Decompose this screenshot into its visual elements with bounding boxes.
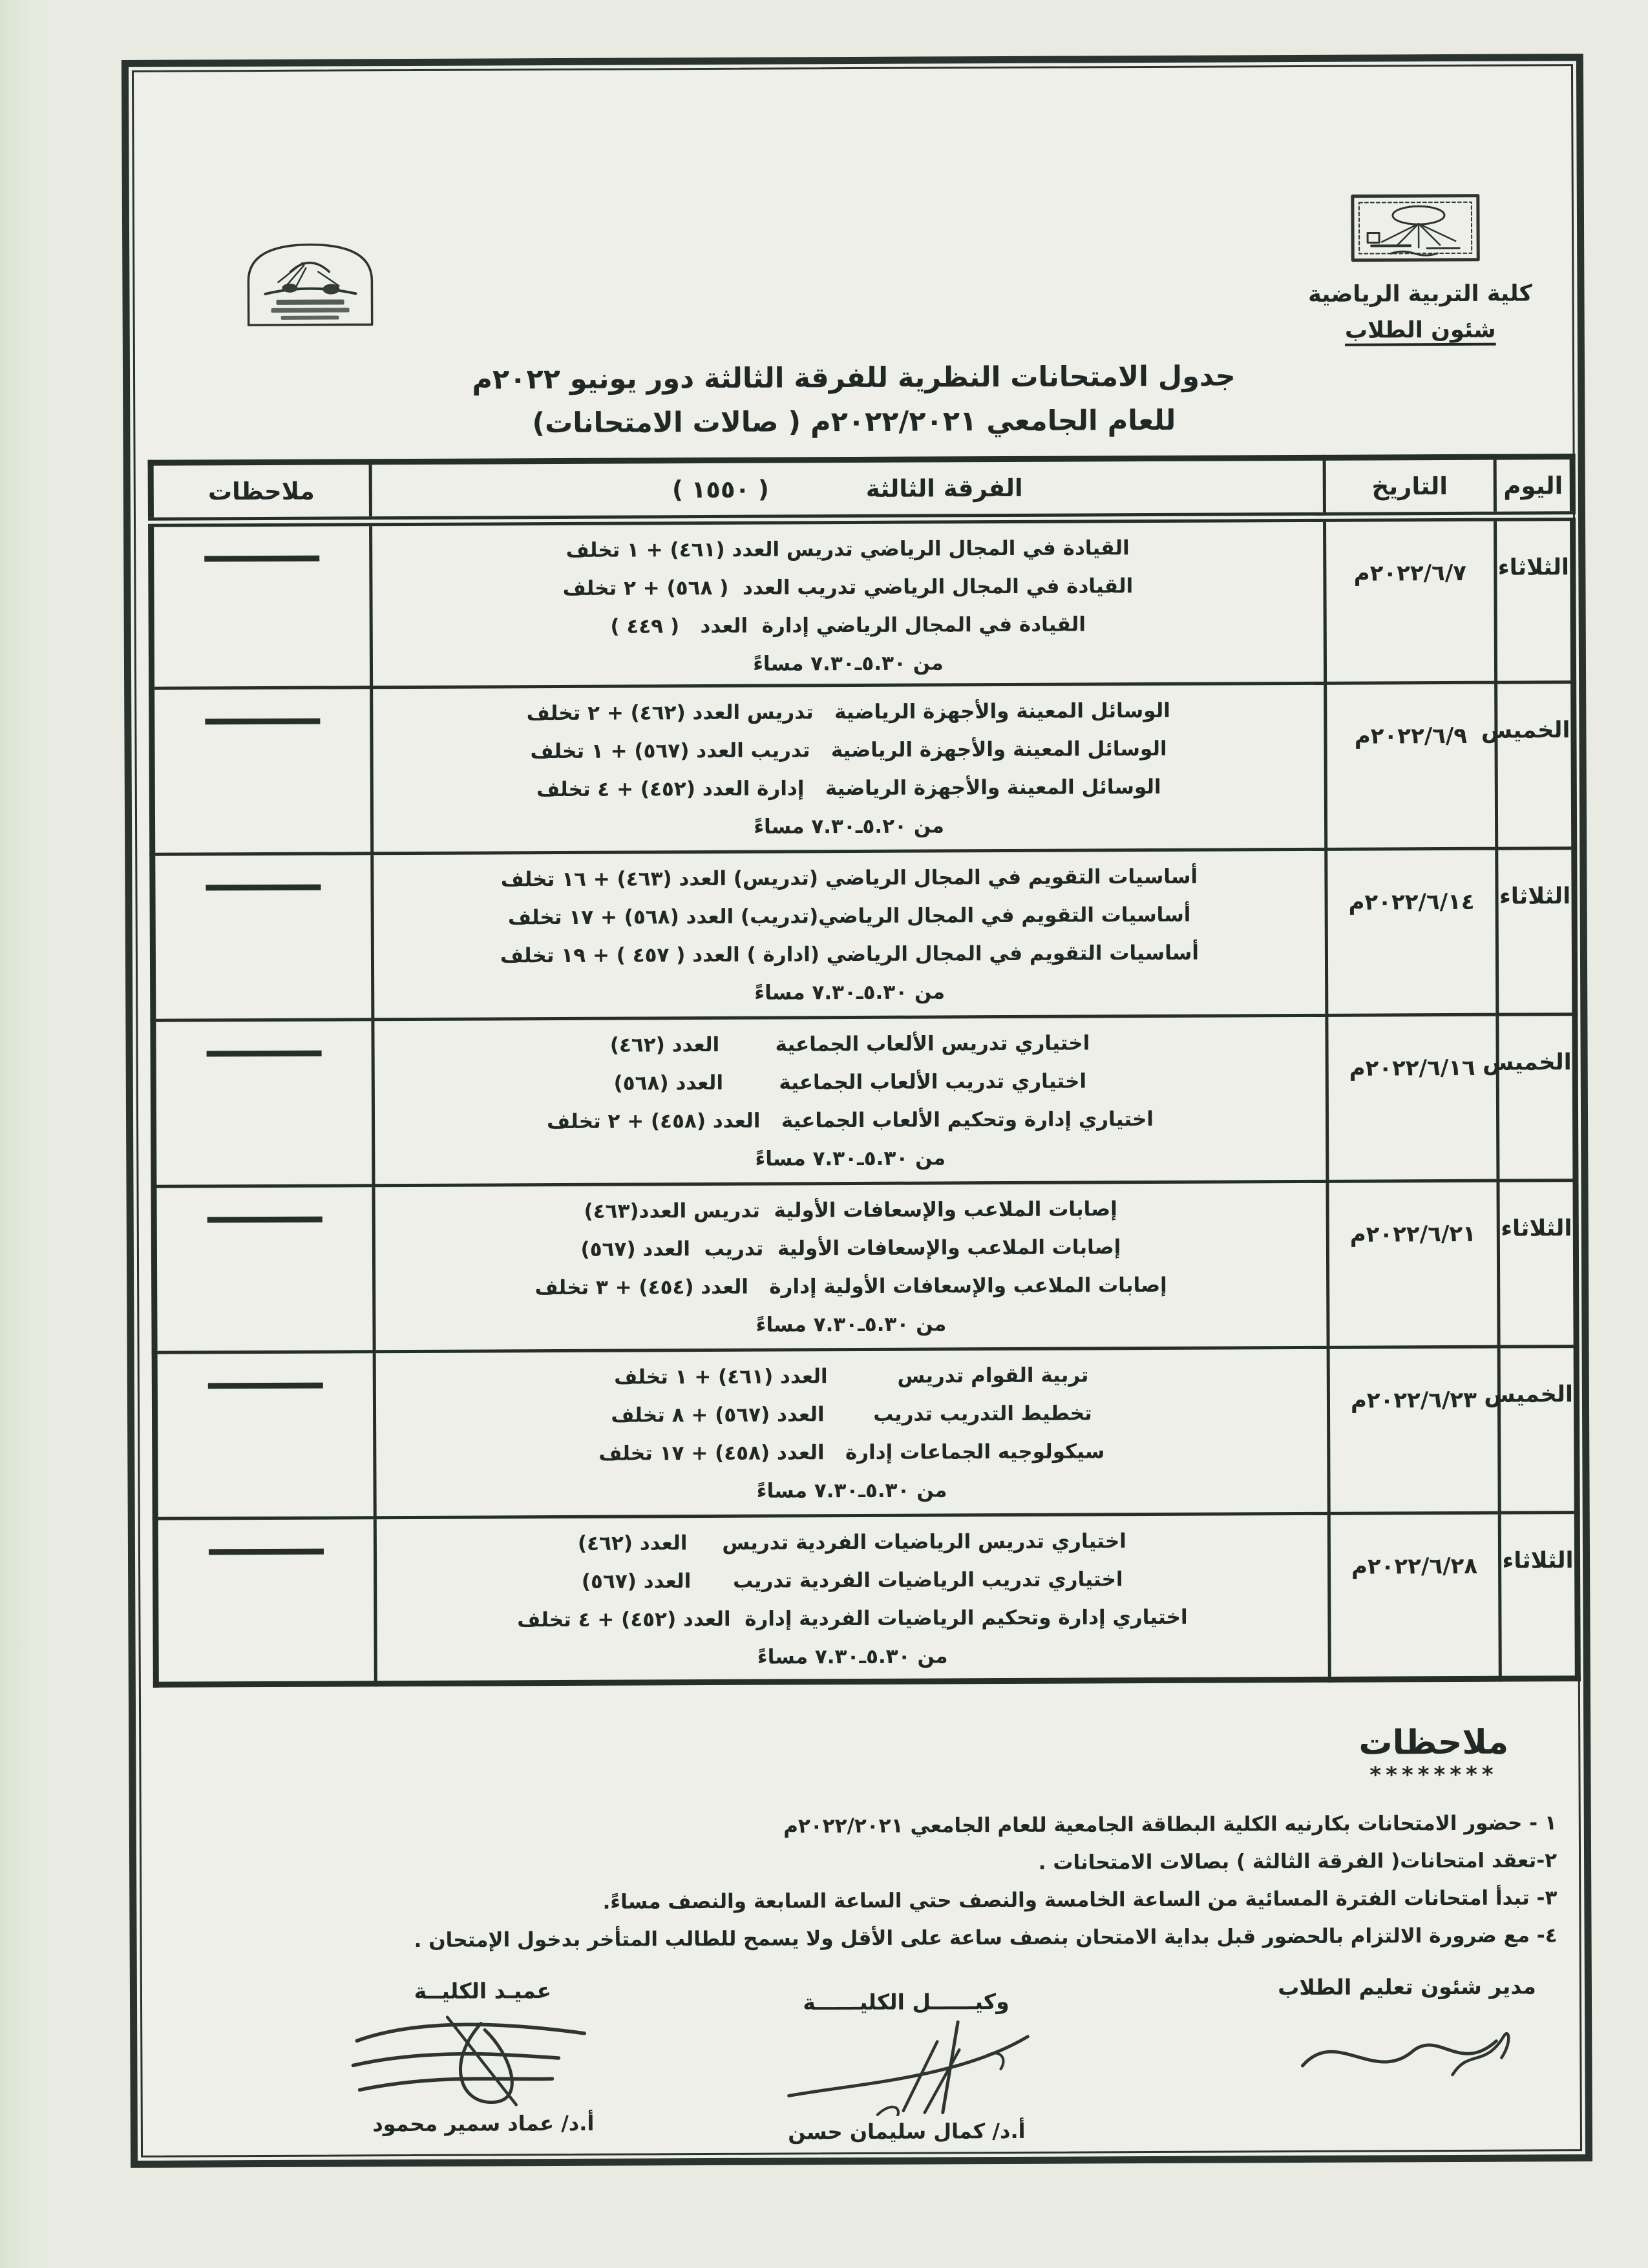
table-row [152, 682, 1574, 855]
exam-line: اختياري تدريب الألعاب الجماعية العدد (٥٦٨) [613, 1069, 1087, 1095]
exams-cell [372, 683, 1326, 853]
document-title-line2: للعام الجامعي ٢٠٢٢/٢٠٢١م ( صالات الامتحانات) [532, 404, 1176, 440]
faculty-stamp-icon [240, 235, 380, 332]
notes-cell [154, 1352, 375, 1518]
notes-list [195, 1804, 1558, 1960]
day-cell: الثلاثاء [1497, 848, 1575, 1015]
table-row [153, 848, 1575, 1021]
exam-line: إصابات الملاعب والإسعافات الأولية إدارة العدد (٤٥٤) + ٣ تخلف [534, 1273, 1167, 1300]
exam-line: الوسائل المعينة والأجهزة الرياضية إدارة العدد (٤٥٢) + ٤ تخلف [536, 775, 1161, 802]
exams-cell [374, 1347, 1329, 1517]
letterhead-right [1274, 275, 1565, 349]
column-header-date: التاريخ [1324, 457, 1495, 517]
notes-cell [152, 688, 372, 854]
exam-line: أساسيات التقويم في المجال الرياضي (ادارة ) العدد ( ٤٥٧ ) + ١٩ تخلف [500, 941, 1199, 968]
document-title-line1: جدول الامتحانات النظرية للفرقة الثالثة دور يونيو ٢٠٢٢م [472, 360, 1236, 396]
exam-line: تربية القوام تدريس العدد (٤٦١) + ١ تخلف [614, 1363, 1089, 1389]
stars-divider: ******** [1369, 1761, 1498, 1789]
exam-line: الوسائل المعينة والأجهزة الرياضية تدريب العدد (٥٦٧) + ١ تخلف [530, 737, 1167, 764]
exam-line: إصابات الملاعب والإسعافات الأولية تدريب العدد (٥٦٧) [580, 1235, 1121, 1261]
exam-time: من ٥.٢٠ـ٧.٣٠ مساءً [754, 814, 944, 839]
document-title [130, 353, 1578, 447]
signature-title: وكيــــــل الكليــــــة [803, 1988, 1009, 2015]
exam-time: من ٥.٣٠ـ٧.٣٠ مساءً [757, 1644, 948, 1669]
exam-time: من ٥.٣٠ـ٧.٣٠ مساءً [756, 1478, 947, 1503]
signature-scribble-icon [770, 2019, 1042, 2117]
note-item: ٣- تبدأ امتحانات الفترة المسائية من الساعة الخامسة والنصف حتي الساعة السابعة والنصف مساءً. [602, 1886, 1558, 1914]
signature-name: أ.د/ كمال سليمان حسن [788, 2118, 1026, 2145]
notes-cell [155, 1518, 375, 1685]
column-header-day: اليوم [1495, 457, 1572, 517]
notes-cell [154, 1186, 374, 1352]
signature-block-students-affairs [1265, 1972, 1550, 2095]
day-cell: الثلاثاء [1495, 516, 1573, 683]
group-count: ( ١٥٥٠ ) [671, 475, 769, 503]
column-header-group [370, 457, 1324, 521]
exam-line: اختياري إدارة وتحكيم الألعاب الجماعية العدد (٤٥٨) + ٢ تخلف [547, 1107, 1154, 1134]
notes-cell [153, 1020, 374, 1186]
table-header-row [151, 457, 1572, 523]
dash-mark [206, 885, 321, 891]
note-item: ٢-تعقد امتحانات( الفرقة الثالثة ) بصالات الامتحانات . [1038, 1849, 1558, 1874]
exam-line: أساسيات التقويم في المجال الرياضي(تدريب) العدد (٥٦٨) + ١٧ تخلف [507, 903, 1191, 930]
signature-title: عميـد الكليــة [414, 1978, 552, 2004]
note-item: ٤- مع ضرورة الالتزام بالحضور قبل بداية الامتحان بنصف ساعة على الأقل ولا يسمح للطالب المتأخر بدخول الإمتحان . [414, 1924, 1558, 1953]
notes-cell [151, 521, 372, 688]
dash-mark [208, 1549, 323, 1555]
exam-line: تخطيط التدريب تدريب العدد (٥٦٧) + ٨ تخلف [611, 1402, 1092, 1427]
signature-name: أ.د/ عماد سمير محمود [372, 2110, 595, 2137]
dash-mark [207, 1383, 322, 1389]
exam-line: سيكولوجيه الجماعات إدارة العدد (٤٥٨) + ١٧ تخلف [598, 1440, 1105, 1465]
exam-time: من ٥.٣٠ـ٧.٣٠ مساءً [755, 1146, 946, 1171]
exam-line: إصابات الملاعب والإسعافات الأولية تدريس العدد(٤٦٣) [584, 1197, 1117, 1223]
day-cell: الثلاثاء [1499, 1513, 1578, 1679]
date-cell: ٢٠٢٢/٦/٢٨م [1329, 1513, 1500, 1679]
exam-line: الوسائل المعينة والأجهزة الرياضية تدريس العدد (٤٦٢) + ٢ تخلف [526, 698, 1170, 726]
department-name: شئون الطلاب [1344, 317, 1496, 344]
exam-line: اختياري تدريس الألعاب الجماعية العدد (٤٦٢) [609, 1031, 1090, 1057]
day-cell: الثلاثاء [1498, 1181, 1576, 1347]
column-header-notes: ملاحظات [151, 462, 370, 522]
exams-cell [373, 1015, 1327, 1185]
exam-line: القيادة في المجال الرياضي إدارة العدد ( ٤٤٩ ) [610, 613, 1086, 638]
dash-mark [207, 1217, 322, 1223]
notes-section-heading [1291, 1723, 1576, 1789]
table-row [155, 1513, 1578, 1685]
exam-line: اختياري تدريب الرياضيات الفردية تدريب العدد (٥٦٧) [581, 1568, 1123, 1593]
exam-schedule-table [148, 454, 1581, 1688]
page-border-frame [121, 54, 1592, 2168]
date-cell: ٢٠٢٢/٦/٩م [1326, 682, 1497, 849]
exams-cell [372, 849, 1327, 1019]
table-row [153, 1014, 1576, 1187]
exams-cell [375, 1513, 1329, 1683]
university-stamp-icon [1351, 194, 1480, 265]
date-cell: ٢٠٢٢/٦/٢١م [1327, 1181, 1499, 1347]
exam-line: القيادة في المجال الرياضي تدريب العدد ( ٥٦٨) + ٢ تخلف [562, 574, 1134, 600]
dash-mark [205, 719, 320, 725]
date-cell: ٢٠٢٢/٦/١٦م [1327, 1014, 1498, 1181]
signature-scribble-icon [1291, 2004, 1524, 2095]
signature-title: مدير شئون تعليم الطلاب [1278, 1973, 1536, 2000]
exam-line: أساسيات التقويم في المجال الرياضي (تدريس) العدد (٤٦٣) + ١٦ تخلف [500, 865, 1198, 892]
table-row [154, 1347, 1577, 1519]
dash-mark [206, 1051, 321, 1057]
exam-time: من ٥.٣٠ـ٧.٣٠ مساءً [755, 1312, 947, 1337]
dash-mark [204, 556, 319, 562]
faculty-name: كلية التربية الرياضية [1307, 280, 1533, 308]
day-cell: الخميس [1496, 682, 1574, 849]
exam-line: اختياري تدريس الرياضيات الفردية تدريس العدد (٤٦٢) [577, 1529, 1126, 1555]
signature-block-vice-dean [745, 1988, 1068, 2147]
day-cell: الخميس [1499, 1347, 1577, 1513]
notes-cell [153, 854, 373, 1020]
table-row [151, 516, 1574, 689]
notes-heading-text: ملاحظات [1358, 1723, 1509, 1763]
exam-line: اختياري إدارة وتحكيم الرياضيات الفردية إدارة العدد (٤٥٢) + ٤ تخلف [517, 1605, 1188, 1632]
table-row [154, 1181, 1576, 1353]
date-cell: ٢٠٢٢/٦/١٤م [1326, 848, 1497, 1015]
date-cell: ٢٠٢٢/٦/٧م [1324, 516, 1495, 683]
day-cell: الخميس [1497, 1014, 1576, 1181]
signature-block-dean [328, 1976, 639, 2138]
note-item: ١ - حضور الامتحانات بكارنيه الكلية البطاقة الجامعية للعام الجامعي ٢٠٢٢/٢٠٢١م [783, 1811, 1557, 1838]
date-cell: ٢٠٢٢/٦/٢٣م [1328, 1347, 1499, 1513]
exam-time: من ٥.٣٠ـ٧.٣٠ مساءً [753, 651, 944, 676]
exams-cell [371, 517, 1326, 687]
signature-scribble-icon [344, 2008, 622, 2109]
scanner-edge-shadow [0, 0, 52, 2268]
exam-line: القيادة في المجال الرياضي تدريس العدد (٤٦١) + ١ تخلف [565, 536, 1130, 562]
exams-cell [374, 1181, 1328, 1351]
group-label: الفرقة الثالثة [865, 474, 1023, 503]
exam-time: من ٥.٣٠ـ٧.٣٠ مساءً [754, 980, 945, 1005]
